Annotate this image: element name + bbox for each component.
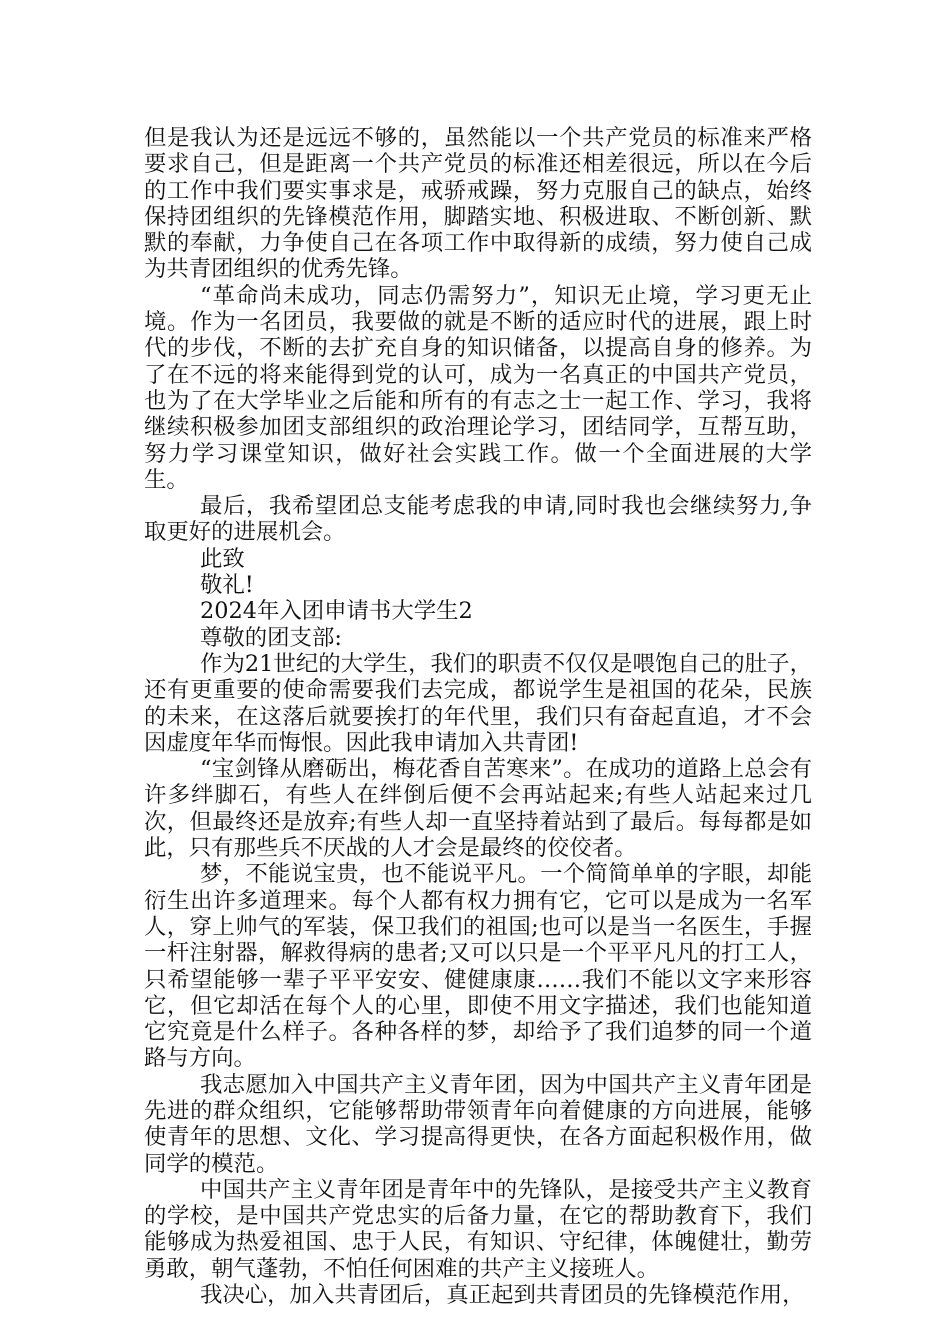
document-page <box>144 125 812 1308</box>
paragraph-volunteer: 我志愿加入中国共产主义青年团，因为中国共产主义青年团是先进的群众组织，它能够帮助带领青年向着健康的方向进展，能够使青年的思想、文化、学习提高得更快，在各方面起积极作用，做同学的模范。 <box>144 1071 812 1177</box>
paragraph-continuation: 但是我认为还是远远不够的，虽然能以一个共产党员的标准来严格要求自己，但是距离一个共产党员的标准还相差很远，所以在今后的工作中我们要实事求是，戒骄戒躁，努力克服自己的缺点，始终保持团组织的先锋模范作用，脚踏实地、积极进取、不断创新、默默的奉献，力争使自己在各项工作中取得新的成绩，努力使自己成为共青团组织的优秀先锋。 <box>144 125 812 283</box>
paragraph-intro: 作为21世纪的大学生，我们的职责不仅仅是喂饱自己的肚子，还有更重要的使命需要我们去完成，都说学生是祖国的花朵，民族的未来，在这落后就要挨打的年代里，我们只有奋起直追，才不会因虚度年华而悔恨。因此我申请加入共青团! <box>144 650 812 756</box>
paragraph-league-description: 中国共产主义青年团是青年中的先锋队，是接受共产主义教育的学校，是中国共产党忠实的后备力量，在它的帮助教育下，我们能够成为热爱祖国、忠于人民，有知识、守纪律，体魄健壮，勤劳勇敢，朝气蓬勃，不怕任何困难的共产主义接班人。 <box>144 1176 812 1282</box>
paragraph-revolution-quote: “革命尚未成功，同志仍需努力”，知识无止境，学习更无止境。作为一名团员，我要做的就是不断的适应时代的进展，跟上时代的步伐，不断的去扩充自身的知识储备，以提高自身的修养。为了在不远的将来能得到党的认可，成为一名真正的中国共产党员，也为了在大学毕业之后能和所有的有志之士一起工作、学习，我将继续积极参加团支部组织的政治理论学习，团结同学，互帮互助，努力学习课堂知识，做好社会实践工作。做一个全面进展的大学生。 <box>144 282 812 493</box>
section-title: 2024年入团申请书大学生2 <box>200 598 473 625</box>
paragraph-dream: 梦，不能说宝贵，也不能说平凡。一个简简单单的字眼，却能衍生出许多道理来。每个人都有权力拥有它，它可以是成为一名军人，穿上帅气的军装，保卫我们的祖国;也可以是当一名医生，手握一杆注射器，解救得病的患者;又可以只是一个平平凡凡的打工人，只希望能够一辈子平平安安、健健康康……我们不能以文字来形容它，但它却活在每个人的心里，即使不用文字描述，我们也能知道它究竟是什么样子。各种各样的梦，却给予了我们追梦的同一个道路与方向。 <box>144 861 812 1072</box>
salutation-cizhi: 此致 <box>200 545 245 572</box>
salutation-jingli: 敬礼! <box>200 572 254 599</box>
greeting: 尊敬的团支部: <box>200 624 342 651</box>
paragraph-sword-quote: “宝剑锋从磨砺出，梅花香自苦寒来”。在成功的道路上总会有许多绊脚石，有些人在绊倒后便不会再站起来;有些人站起来过几次，但最终还是放弃;有些人却一直坚持着站到了最后。每每都是如此，只有那些兵不厌战的人才会是最终的佼佼者。 <box>144 756 812 862</box>
paragraph-closing-request: 最后，我希望团总支能考虑我的申请,同时我也会继续努力,争取更好的进展机会。 <box>144 493 812 546</box>
paragraph-resolution: 我决心，加入共青团后，真正起到共青团员的先锋模范作用， <box>200 1282 805 1309</box>
